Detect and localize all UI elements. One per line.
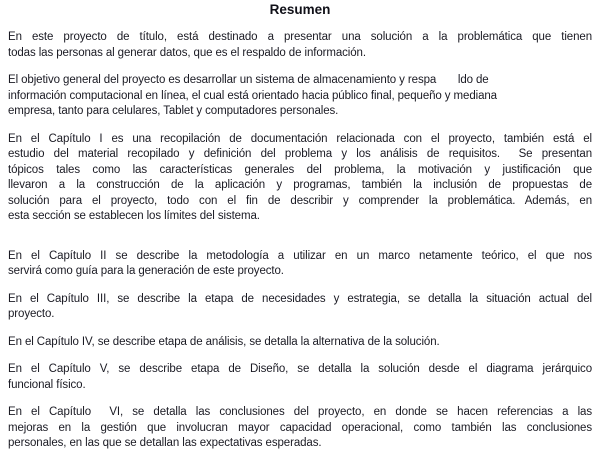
text-line: funcional físico.: [8, 378, 86, 391]
text-line: solución para el proyecto, todo con el fin de describir y comprender la problemática. Además, en: [8, 194, 592, 207]
paragraph: [8, 292, 592, 323]
document-body: [8, 30, 592, 452]
text-line: esta sección se establecen los límites del sistema.: [8, 210, 260, 222]
text-line: En el Capítulo V, se describe etapa de Diseño, se detalla la solución desde el diagrama jerárquico: [8, 363, 592, 375]
text-line: El objetivo general del proyecto es desarrollar un sistema de almacenamiento y respa ldo de: [8, 74, 489, 86]
text-line: información computacional en línea, el cual está orientado hacia público final, pequeño y mediana: [8, 89, 497, 102]
paragraph: [8, 335, 592, 351]
text-line: En este proyecto de título, está destinado a presentar una solución a la problemática que tienen: [8, 31, 592, 43]
text-line: servirá como guía para la generación de este proyecto.: [8, 265, 284, 277]
text-line: En el Capítulo III, se describe la etapa de necesidades y estrategia, se detalla la situación actual del: [8, 292, 592, 305]
text-line: personales, en las que se detallan las expectativas esperadas.: [8, 437, 322, 449]
paragraph: [8, 405, 592, 452]
text-line: En el Capítulo IV, se describe etapa de análisis, se detalla la alternativa de la solución.: [8, 335, 440, 348]
text-line: tópicos tales como las características generales del problema, la motivación y justificación que: [8, 163, 592, 176]
paragraph: [8, 132, 592, 225]
paragraph: [8, 249, 592, 280]
paragraph: [8, 362, 592, 393]
paragraph: [8, 73, 592, 120]
paragraph: [8, 30, 592, 61]
text-line: llevaron a la construcción de la aplicación y programas, también la inclusión de propuestas de: [8, 179, 592, 191]
text-line: mejoras en la gestión que involucran mayor capacidad operacional, como también las conclusiones: [8, 421, 592, 434]
text-line: proyecto.: [8, 308, 55, 320]
text-line: empresa, tanto para celulares, Tablet y computadores personales.: [8, 105, 339, 117]
text-line: todas las personas al generar datos, que es el respaldo de información.: [8, 46, 366, 59]
text-line: En el Capítulo VI, se detalla las conclusiones del proyecto, en donde se hacen referencias a las: [8, 406, 592, 418]
document-title: Resumen: [269, 2, 331, 17]
text-line: En el Capítulo I es una recopilación de documentación relacionada con el proyecto, también está el: [8, 132, 592, 145]
text-line: En el Capítulo II se describe la metodología a utilizar en un marco netamente teórico, el que nos: [8, 249, 592, 262]
text-line: estudio del material recopilado y definición del problema y los análisis de requisitos. Se presentan: [8, 148, 592, 160]
